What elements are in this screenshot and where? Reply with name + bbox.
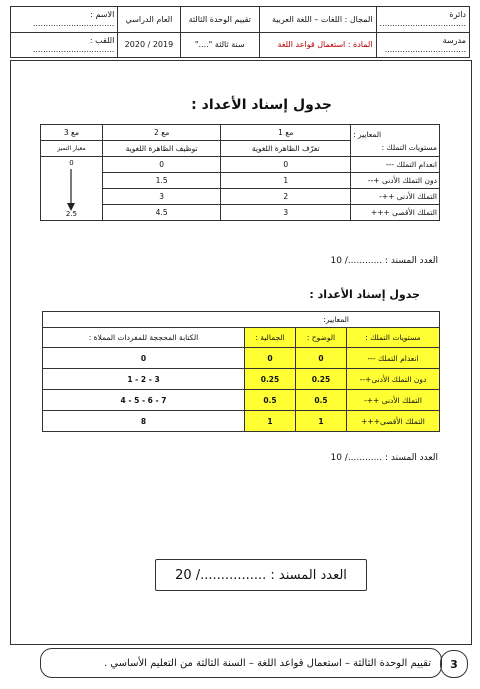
table-row xyxy=(41,157,440,173)
row-clarity: 0.5 xyxy=(296,390,347,411)
table1-sub-m1: تعرّف الظاهرة اللغوية xyxy=(221,141,351,157)
row-level: انعدام التملك --- xyxy=(351,157,440,173)
page-number: 3 xyxy=(440,650,468,678)
down-arrow-icon xyxy=(61,169,81,213)
row-m1: 0 xyxy=(221,157,351,173)
header-table xyxy=(10,6,470,58)
row-writing: 7 - 6 - 5 - 4 xyxy=(43,390,245,411)
table2-header-clarity: الوضوح : xyxy=(296,328,347,348)
row-m1: 2 xyxy=(221,189,351,205)
row-level: دون التملك الأدنى+-- xyxy=(347,369,440,390)
row-m2: 4.5 xyxy=(102,205,221,221)
row-m2: 3 xyxy=(102,189,221,205)
row-level: دون التملك الأدنى +-- xyxy=(351,173,440,189)
table2-header-writing: الكتابة المحججة للمفردات المملاة : xyxy=(43,328,245,348)
table-row xyxy=(43,411,440,432)
row-writing: 8 xyxy=(43,411,245,432)
daira-field: دائرة .................................. xyxy=(376,7,469,33)
table1-sub-m3: معيار التميز xyxy=(41,141,103,157)
row-writing: 3 - 2 - 1 xyxy=(43,369,245,390)
row-level: التملك الأدنى ++- xyxy=(347,390,440,411)
table1-sub-m2: توظيف الظاهرة اللغوية xyxy=(102,141,221,157)
table1-title: جدول إسناد الأعداد : xyxy=(191,97,332,113)
laqab-field: اللقب : ................................ xyxy=(11,32,118,58)
table1 xyxy=(40,124,440,221)
table1-header-m3: مع 3 xyxy=(41,125,103,141)
row-level: التملك الأقصى +++ xyxy=(351,205,440,221)
table2-title: جدول إسناد الأعداد : xyxy=(309,288,420,301)
row-clarity: 0.25 xyxy=(296,369,347,390)
final-score-box: العدد المسند : ................/ 20 xyxy=(155,559,367,591)
row-m2: 1.5 xyxy=(102,173,221,189)
row-clarity: 0 xyxy=(296,348,347,369)
table2-score: العدد المسند : ............/ 10 xyxy=(330,453,438,463)
table1-header-m1: مع 1 xyxy=(221,125,351,141)
am-dirasi-field: العام الدراسي xyxy=(118,7,180,33)
levels-label: مستويات التملك : xyxy=(381,142,437,152)
table2-header-aesthetics: الجمالية : xyxy=(245,328,296,348)
madrasa-field: مدرسة ................................ xyxy=(376,32,469,58)
sana-field: سنة ثالثة "...." xyxy=(180,32,259,58)
table2-criteria-label: المعايير: xyxy=(43,312,440,328)
row-aesthetics: 1 xyxy=(245,411,296,432)
row-aesthetics: 0 xyxy=(245,348,296,369)
m3-arrow-cell xyxy=(41,157,103,221)
row-m1: 3 xyxy=(221,205,351,221)
table-row xyxy=(43,348,440,369)
ism-field: الاسم : ................................ xyxy=(11,7,118,33)
table1-corner xyxy=(351,125,440,157)
footer-banner: تقييم الوحدة الثالثة – استعمال قواعد اللغة – السنة الثالثة من التعليم الأساسي . xyxy=(40,648,442,678)
madda-field: المادة : استعمال قواعد اللغة xyxy=(259,32,376,58)
taqyim-field: تقييم الوحدة الثالثة xyxy=(180,7,259,33)
table2-header-levels: مستويات التملك : xyxy=(347,328,440,348)
row-level: انعدام التملك --- xyxy=(347,348,440,369)
row-aesthetics: 0.25 xyxy=(245,369,296,390)
year-field: 2019 / 2020 xyxy=(118,32,180,58)
row-writing: 0 xyxy=(43,348,245,369)
row-level: التملك الأقصى+++ xyxy=(347,411,440,432)
row-m1: 1 xyxy=(221,173,351,189)
table1-score: العدد المسند : ............/ 10 xyxy=(330,256,438,266)
row-m2: 0 xyxy=(102,157,221,173)
majal-field: المجال : اللغات – اللغة العربية xyxy=(259,7,376,33)
row-level: التملك الأدنى ++- xyxy=(351,189,440,205)
table-row xyxy=(43,390,440,411)
table-row xyxy=(43,369,440,390)
m3-top-value: 0 xyxy=(69,159,74,167)
table2 xyxy=(42,311,440,432)
table1-header-m2: مع 2 xyxy=(102,125,221,141)
m3-bottom-value: 2.5 xyxy=(65,210,78,218)
row-aesthetics: 0.5 xyxy=(245,390,296,411)
row-clarity: 1 xyxy=(296,411,347,432)
criteria-label: المعايير : xyxy=(353,129,382,139)
